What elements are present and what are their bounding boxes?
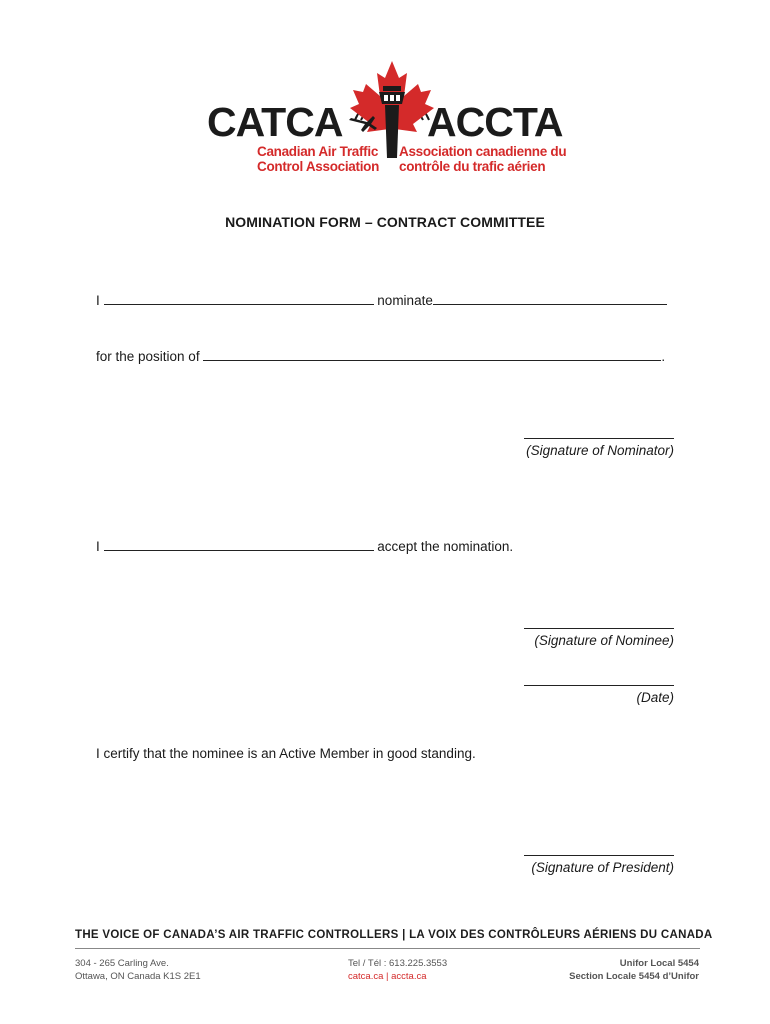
date-label: (Date)	[636, 690, 674, 705]
footer-tel: Tel / Tél : 613.225.3553	[348, 958, 448, 969]
line2-suffix: .	[661, 349, 666, 364]
catca-accta-logo	[205, 58, 575, 176]
form-title: NOMINATION FORM – CONTRACT COMMITTEE	[225, 214, 545, 230]
line1-middle: nominate	[377, 293, 433, 308]
line3-suffix: accept the nomination.	[377, 539, 514, 554]
logo-sub-en-2: Control Association	[257, 159, 380, 174]
footer-union	[569, 957, 699, 983]
logo-word-accta: ACCTA	[427, 99, 563, 145]
nominator-line	[96, 292, 667, 308]
footer-divider	[75, 948, 700, 949]
address-line-2: Ottawa, ON Canada K1S 2E1	[75, 971, 201, 982]
logo-sub-fr-1: Association canadienne du	[399, 144, 567, 159]
footer-web-link[interactable]: catca.ca | accta.ca	[348, 971, 427, 982]
president-signature-field[interactable]	[524, 855, 674, 856]
footer-contact	[348, 957, 447, 983]
position-field[interactable]	[203, 348, 661, 361]
nominee-signature-label: (Signature of Nominee)	[534, 633, 674, 648]
footer-address	[75, 957, 201, 983]
nominee-accept-name-field[interactable]	[104, 538, 374, 551]
footer-tagline: THE VOICE OF CANADA’S AIR TRAFFIC CONTROLLERS | LA VOIX DES CONTRÔLEURS AÉRIENS DU CANADA	[75, 929, 713, 941]
line2-prefix: for the position of	[96, 349, 200, 364]
line1-prefix: I	[96, 293, 100, 308]
address-line-1: 304 - 265 Carling Ave.	[75, 958, 169, 969]
position-line	[96, 348, 665, 364]
logo-sub-en-1: Canadian Air Traffic	[257, 144, 379, 159]
union-line-2: Section Locale 5454 d’Unifor	[569, 971, 699, 982]
nominator-name-field[interactable]	[104, 292, 374, 305]
nominee-name-field[interactable]	[433, 292, 667, 305]
nominator-signature-field[interactable]	[524, 438, 674, 439]
acceptance-line	[96, 538, 513, 554]
date-field[interactable]	[524, 685, 674, 686]
logo-sub-fr-2: contrôle du trafic aérien	[399, 159, 546, 174]
line3-prefix: I	[96, 539, 100, 554]
certify-text: I certify that the nominee is an Active Member in good standing.	[96, 746, 476, 761]
logo-word-catca: CATCA	[207, 99, 343, 145]
nominator-signature-label: (Signature of Nominator)	[526, 443, 674, 458]
union-line-1: Unifor Local 5454	[619, 958, 699, 969]
nominee-signature-field[interactable]	[524, 628, 674, 629]
president-signature-label: (Signature of President)	[531, 860, 674, 875]
